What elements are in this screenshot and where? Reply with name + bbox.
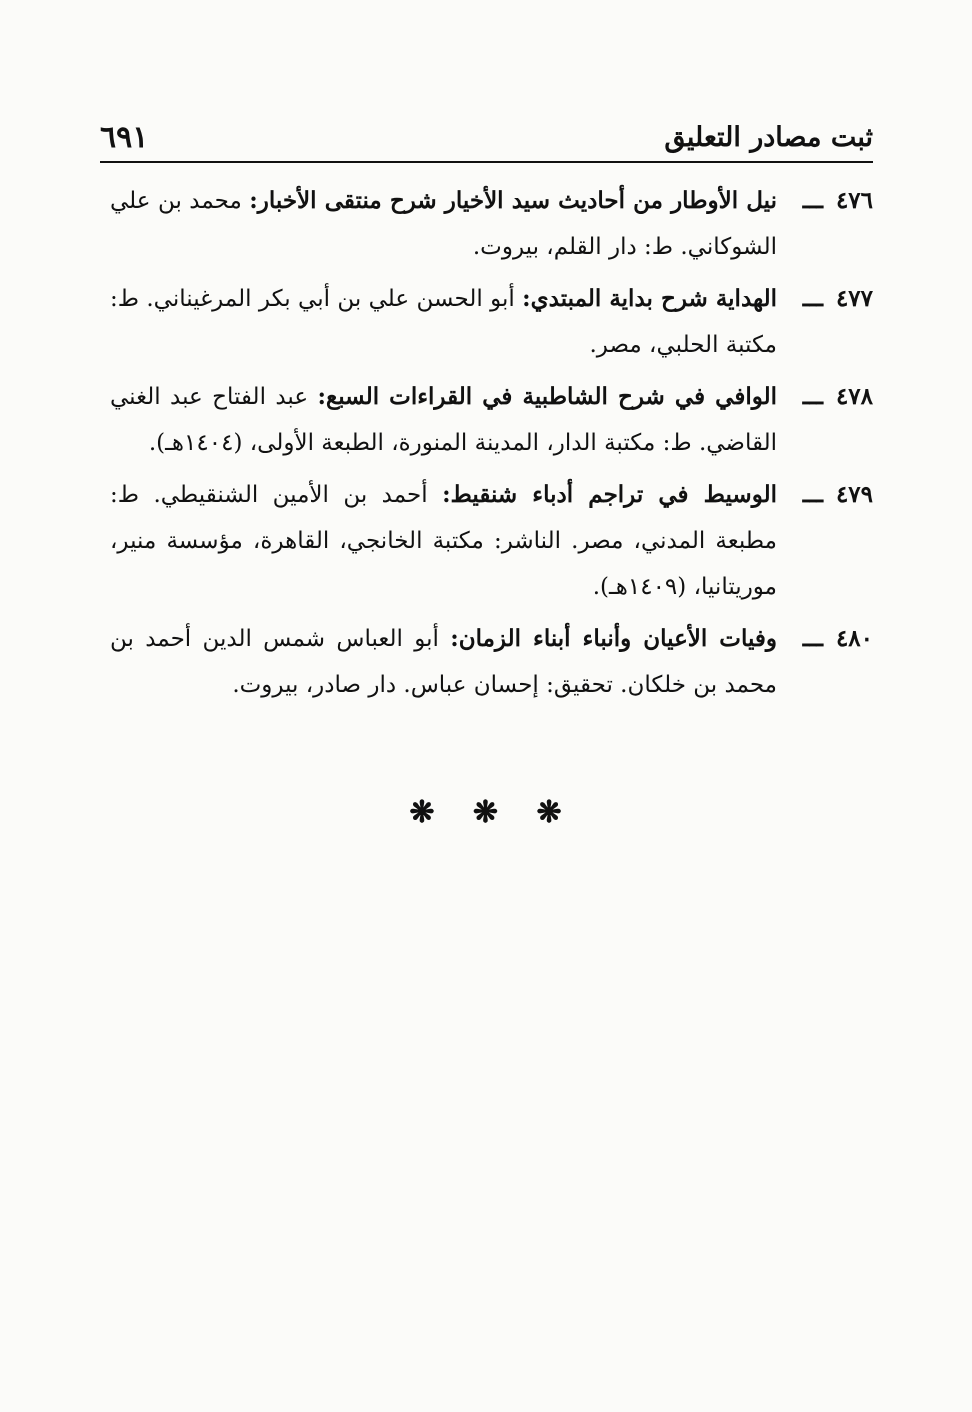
reference-entry xyxy=(110,374,873,466)
section-separator xyxy=(100,795,873,830)
entry-body: أبو الحسن علي بن أبي بكر المرغيناني. ط: مكتبة الحلبي، مصر. xyxy=(110,286,777,358)
reference-list xyxy=(110,178,873,714)
entry-number: ٤٧٧ xyxy=(835,285,873,312)
entry-dash: ـــ xyxy=(802,625,823,652)
entry-number: ٤٧٩ xyxy=(835,481,873,508)
running-title: ثبت مصادر التعليق xyxy=(664,122,873,153)
header-rule xyxy=(100,161,873,163)
entry-dash: ـــ xyxy=(802,383,823,410)
asterism-icon: ❋ xyxy=(409,795,437,830)
reference-entry xyxy=(110,276,873,368)
entry-dash: ـــ xyxy=(802,481,823,508)
entry-title: الوافي في شرح الشاطبية في القراءات السبع: xyxy=(317,383,778,410)
entry-number: ٤٧٨ xyxy=(835,383,873,410)
entry-body: أبو العباس شمس الدين أحمد بن محمد بن خلكان. تحقيق: إحسان عباس. دار صادر، بيروت. xyxy=(110,626,777,698)
entry-dash: ـــ xyxy=(802,285,823,312)
reference-entry xyxy=(110,616,873,708)
entry-title: وفيات الأعيان وأنباء أبناء الزمان: xyxy=(450,625,777,652)
entry-dash: ـــ xyxy=(802,187,823,214)
reference-entry xyxy=(110,472,873,610)
entry-body: عبد الفتاح عبد الغني القاضي. ط: مكتبة الدار، المدينة المنورة، الطبعة الأولى، (١٤٠٤هـ). xyxy=(110,384,777,456)
entry-number: ٤٧٦ xyxy=(835,187,873,214)
asterism-icon: ❋ xyxy=(536,795,564,830)
entry-title: الهداية شرح بداية المبتدي: xyxy=(522,285,778,312)
entry-body: أحمد بن الأمين الشنقيطي. ط: مطبعة المدني، مصر. الناشر: مكتبة الخانجي، القاهرة، مؤسسة منير، موريتانيا، (١٤٠٩هـ). xyxy=(110,482,777,600)
entry-title: الوسيط في تراجم أدباء شنقيط: xyxy=(442,481,777,508)
page-number: ٦٩١ xyxy=(100,120,149,155)
asterism-icon: ❋ xyxy=(472,795,501,830)
page-header xyxy=(100,118,873,164)
reference-entry xyxy=(110,178,873,270)
entry-number: ٤٨٠ xyxy=(835,625,873,652)
entry-body: محمد بن علي الشوكاني. ط: دار القلم، بيروت. xyxy=(110,188,777,260)
entry-title: نيل الأوطار من أحاديث سيد الأخيار شرح منتقى الأخبار: xyxy=(249,187,778,214)
